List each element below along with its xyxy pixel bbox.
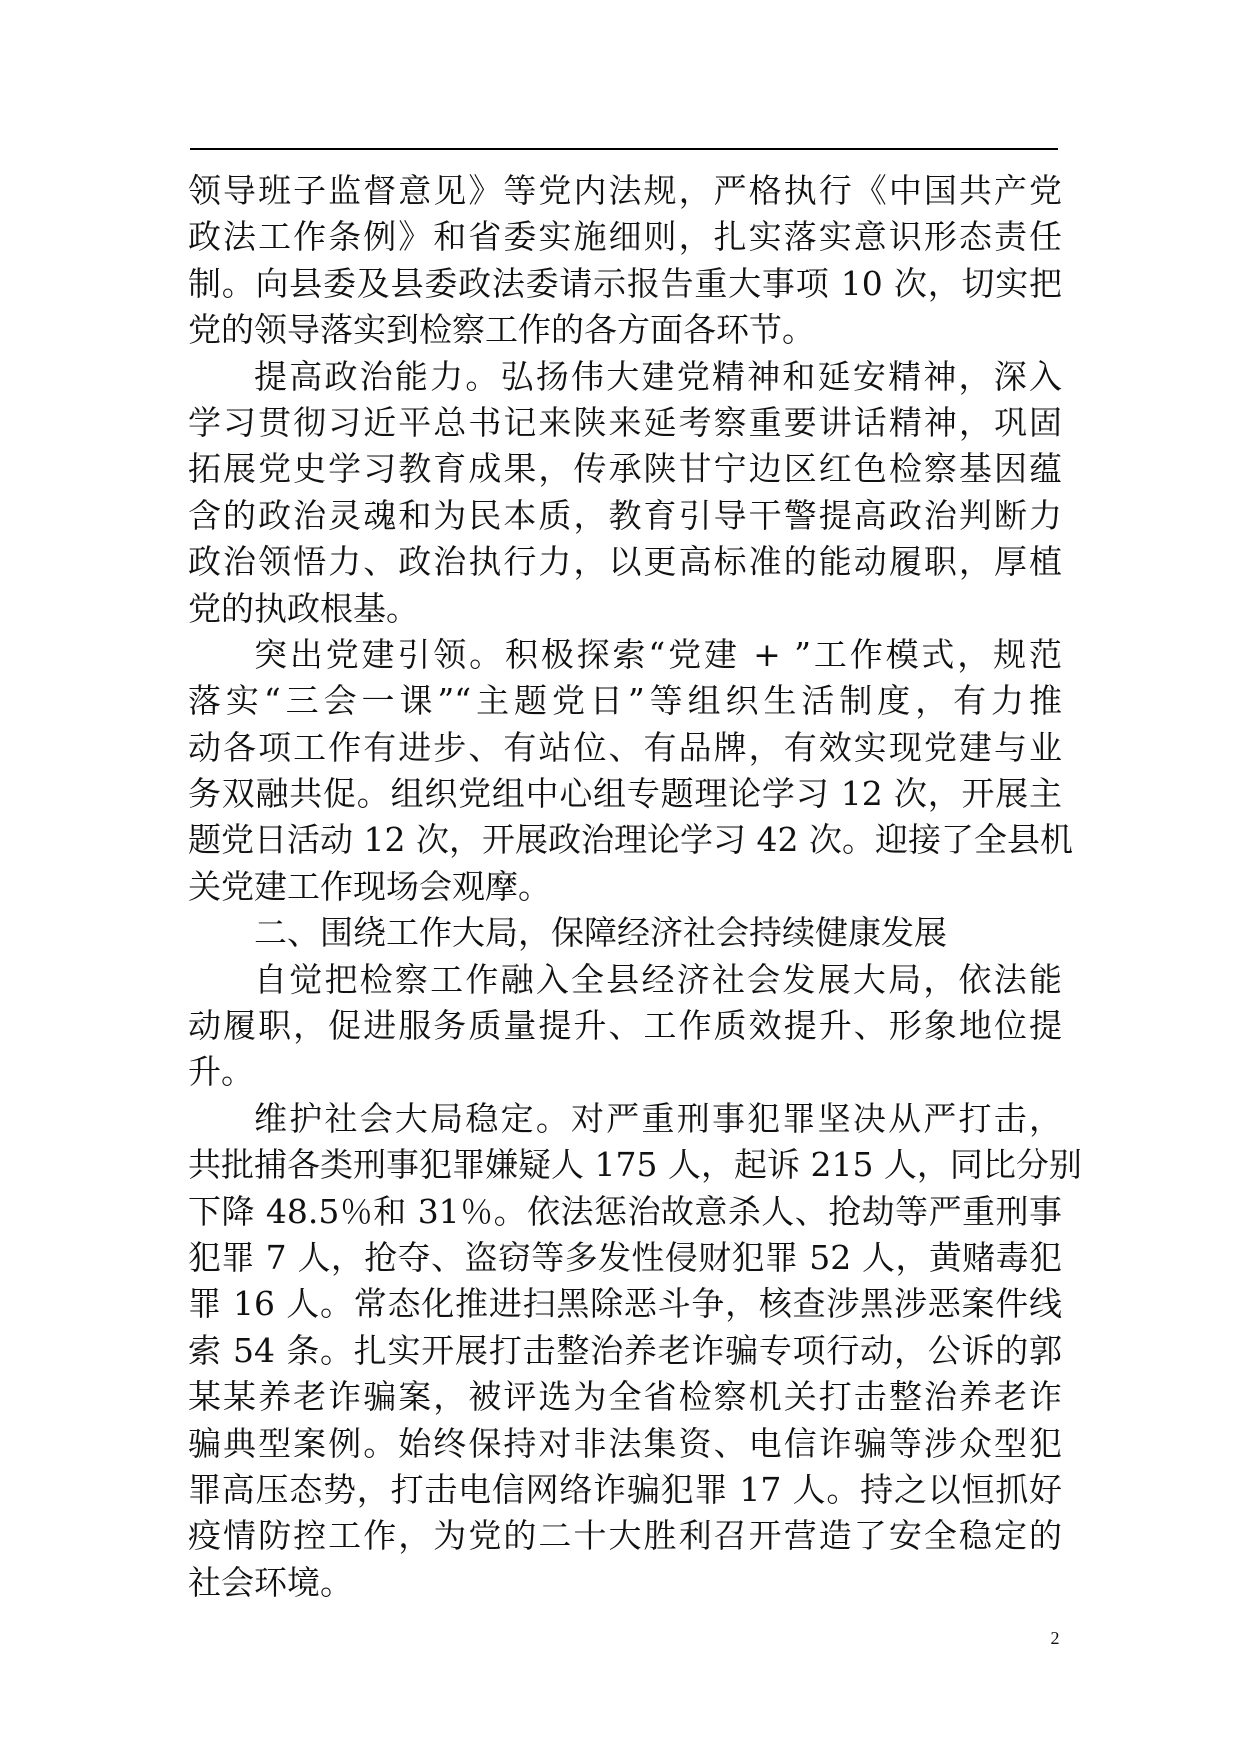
text-line: 升。 (188, 1052, 254, 1092)
paragraph-first-line: 提高政治能力。弘扬伟大建党精神和延安精神，深入 (254, 356, 1062, 396)
text-line: 政法工作条例》和省委实施细则，扎实落实意识形态责任 (188, 217, 1062, 257)
text-line: 骗典型案例。始终保持对非法集资、电信诈骗等涉众型犯 (188, 1423, 1062, 1463)
text-line: 下降 48.5％和 31％。依法惩治故意杀人、抢劫等严重刑事 (188, 1191, 1062, 1231)
text-line: 疫情防控工作，为党的二十大胜利召开营造了安全稳定的 (188, 1516, 1062, 1556)
section-heading: 二、围绕工作大局，保障经济社会持续健康发展 (254, 913, 947, 953)
text-line: 共批捕各类刑事犯罪嫌疑人 175 人，起诉 215 人，同比分别 (188, 1145, 1082, 1185)
body-text (188, 168, 1082, 1606)
text-line: 党的执政根基。 (188, 588, 419, 628)
text-line: 学习贯彻习近平总书记来陕来延考察重要讲话精神，巩固 (188, 402, 1062, 442)
text-line: 含的政治灵魂和为民本质，教育引导干警提高政治判断力 (188, 495, 1062, 535)
text-line: 罪 16 人。常态化推进扫黑除恶斗争，核查涉黑涉恶案件线 (188, 1284, 1062, 1324)
page-number: 2 (1050, 1628, 1060, 1648)
text-line: 领导班子监督意见》等党内法规，严格执行《中国共产党 (188, 171, 1062, 210)
text-line: 社会环境。 (188, 1562, 353, 1602)
text-line: 制。向县委及县委政法委请示报告重大事项 10 次，切实把 (188, 263, 1062, 303)
header-rule (190, 148, 1058, 150)
paragraph-first-line: 维护社会大局稳定。对严重刑事犯罪坚决从严打击， (254, 1098, 1062, 1138)
text-line: 拓展党史学习教育成果，传承陕甘宁边区红色检察基因蕴 (188, 449, 1062, 489)
text-line: 犯罪 7 人，抢夺、盗窃等多发性侵财犯罪 52 人，黄赌毒犯 (188, 1237, 1062, 1277)
text-line: 索 54 条。扎实开展打击整治养老诈骗专项行动，公诉的郭 (188, 1330, 1062, 1370)
text-line: 题党日活动 12 次，开展政治理论学习 42 次。迎接了全县机 (188, 820, 1073, 860)
paragraph-first-line: 突出党建引领。积极探索“党建 + ”工作模式，规范 (254, 634, 1062, 674)
text-line: 动各项工作有进步、有站位、有品牌，有效实现党建与业 (188, 727, 1062, 767)
text-line: 动履职，促进服务质量提升、工作质效提升、形象地位提 (188, 1006, 1062, 1046)
text-line: 政治领悟力、政治执行力，以更高标准的能动履职，厚植 (188, 542, 1062, 582)
text-line: 某某养老诈骗案，被评选为全省检察机关打击整治养老诈 (188, 1377, 1062, 1417)
paragraph-first-line: 自觉把检察工作融入全县经济社会发展大局，依法能 (254, 959, 1062, 999)
text-line: 落实“三会一课”“主题党日”等组织生活制度，有力推 (188, 681, 1062, 721)
text-line: 关党建工作现场会观摩。 (188, 866, 551, 906)
text-line: 党的领导落实到检察工作的各方面各环节。 (188, 310, 815, 350)
text-line: 务双融共促。组织党组中心组专题理论学习 12 次，开展主 (188, 774, 1062, 814)
text-line: 罪高压态势，打击电信网络诈骗犯罪 17 人。持之以恒抓好 (188, 1469, 1062, 1509)
